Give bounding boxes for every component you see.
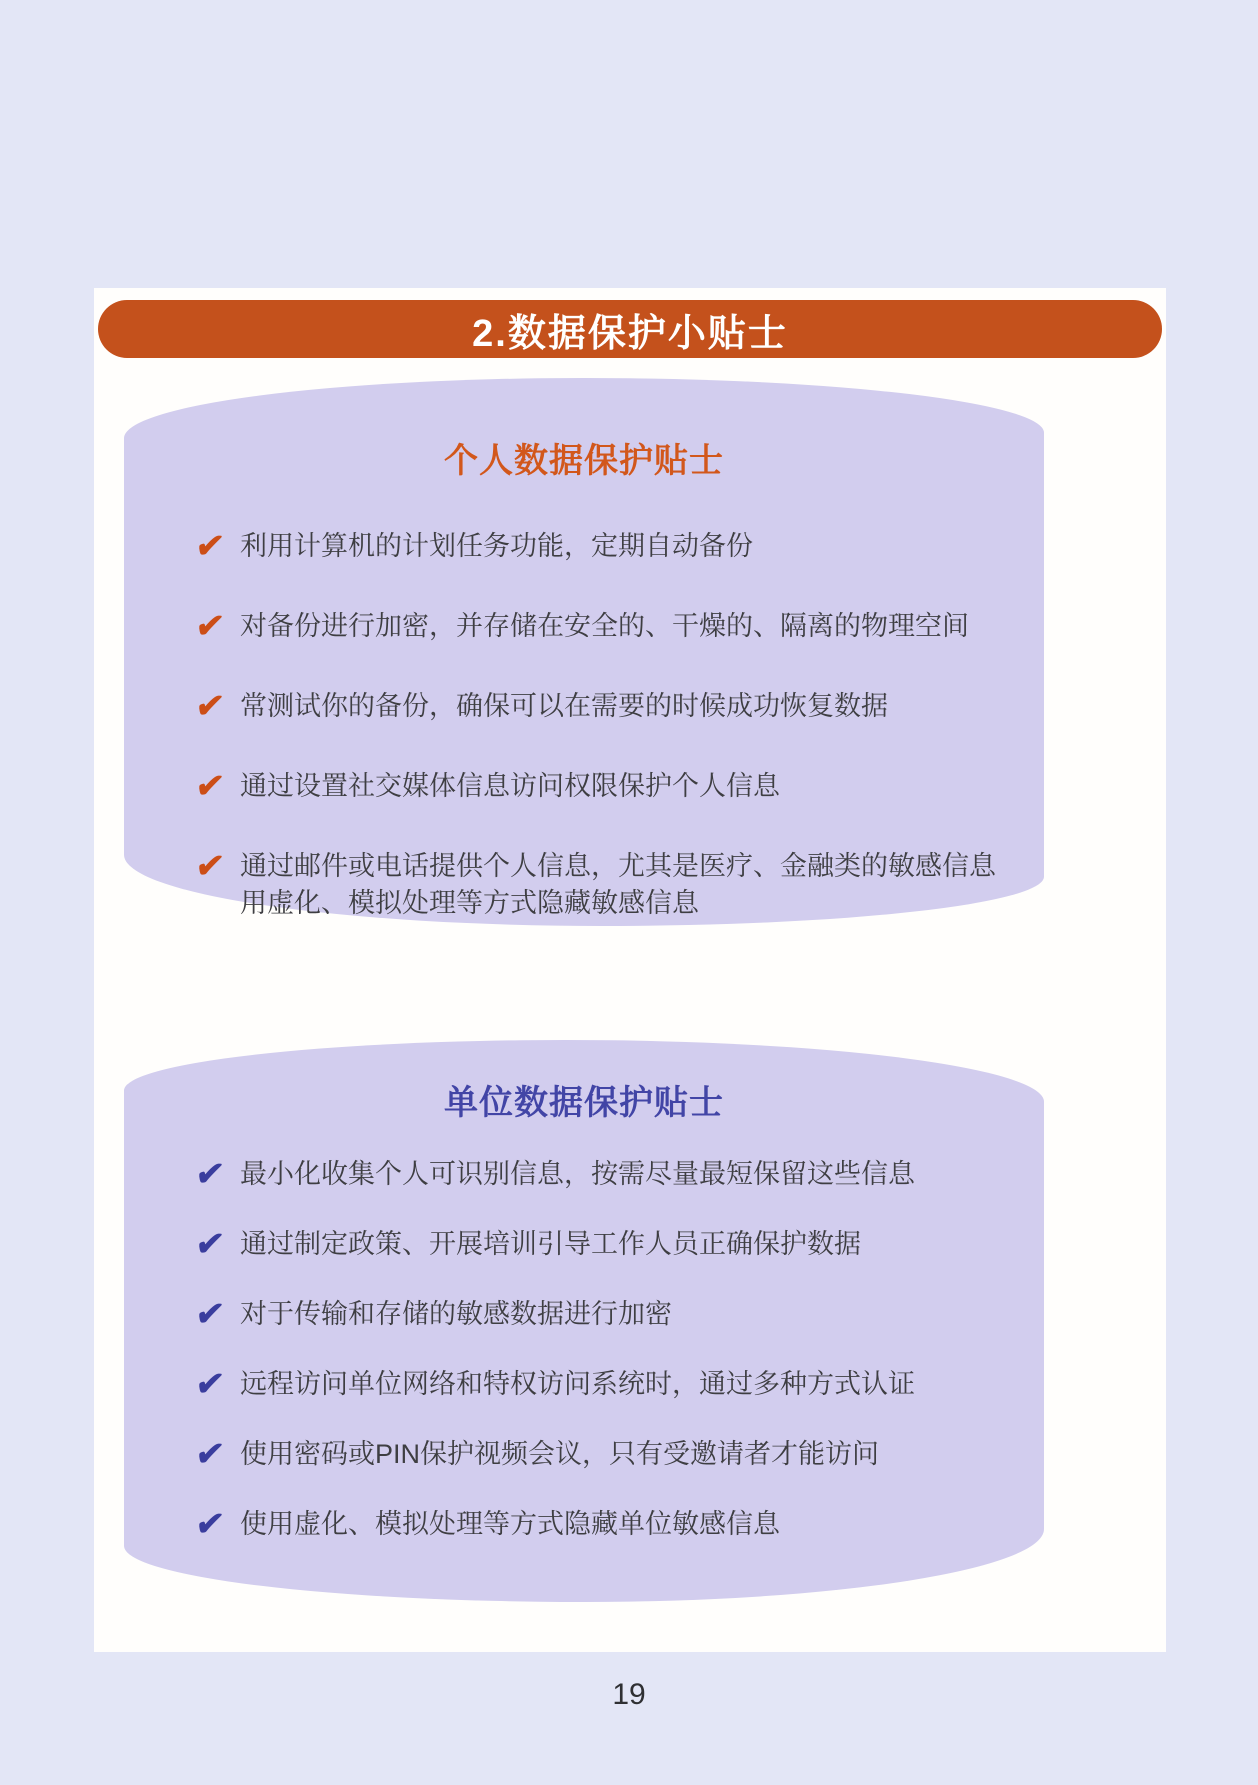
- page-title: 2.数据保护小贴士: [472, 312, 788, 355]
- check-icon: ✔: [193, 1295, 227, 1332]
- check-icon: ✔: [193, 1365, 227, 1402]
- page-number: 19: [612, 1678, 646, 1711]
- tip-item: [193, 607, 1000, 645]
- tip-text: 最小化收集个人可识别信息，按需尽量最短保留这些信息: [240, 1159, 915, 1189]
- section-header-bar: [98, 300, 1162, 358]
- tip-text: 通过设置社交媒体信息访问权限保护个人信息: [240, 771, 780, 801]
- check-icon: ✔: [193, 1505, 227, 1542]
- tip-item: [193, 1225, 1000, 1263]
- tip-item: [193, 527, 1000, 565]
- tip-text: 使用虚化、模拟处理等方式隐藏单位敏感信息: [240, 1509, 780, 1539]
- tip-text: 对于传输和存储的敏感数据进行加密: [240, 1299, 672, 1329]
- organization-tips-list: [124, 1156, 1044, 1543]
- check-icon: ✔: [193, 767, 227, 804]
- check-icon: ✔: [193, 847, 227, 884]
- tip-item: [193, 1155, 1000, 1193]
- tip-text: 通过邮件或电话提供个人信息，尤其是医疗、金融类的敏感信息用虚化、模拟处理等方式隐藏敏感信息: [240, 851, 996, 918]
- check-icon: ✔: [193, 527, 227, 564]
- personal-tips-list: [124, 528, 1044, 922]
- personal-section-title: 个人数据保护贴士: [444, 442, 724, 480]
- organization-tips-section: [124, 1040, 1044, 1602]
- check-icon: ✔: [193, 1435, 227, 1472]
- tip-text: 常测试你的备份，确保可以在需要的时候成功恢复数据: [240, 691, 888, 721]
- tip-item: [193, 847, 1000, 922]
- tip-item: [193, 687, 1000, 725]
- personal-tips-section: [124, 378, 1044, 926]
- tip-item: [193, 1435, 1000, 1473]
- check-icon: ✔: [193, 607, 227, 644]
- tip-item: [193, 767, 1000, 805]
- tip-text: 利用计算机的计划任务功能，定期自动备份: [240, 531, 753, 561]
- check-icon: ✔: [193, 687, 227, 724]
- content-card: [94, 288, 1166, 1652]
- tip-item: [193, 1505, 1000, 1543]
- check-icon: ✔: [193, 1155, 227, 1192]
- tip-text: 使用密码或PIN保护视频会议，只有受邀请者才能访问: [240, 1439, 880, 1469]
- tip-text: 远程访问单位网络和特权访问系统时，通过多种方式认证: [240, 1369, 915, 1399]
- organization-section-title: 单位数据保护贴士: [444, 1084, 724, 1122]
- check-icon: ✔: [193, 1225, 227, 1262]
- tip-text: 对备份进行加密，并存储在安全的、干燥的、隔离的物理空间: [240, 611, 969, 641]
- tip-text: 通过制定政策、开展培训引导工作人员正确保护数据: [240, 1229, 861, 1259]
- tip-item: [193, 1365, 1000, 1403]
- tip-item: [193, 1295, 1000, 1333]
